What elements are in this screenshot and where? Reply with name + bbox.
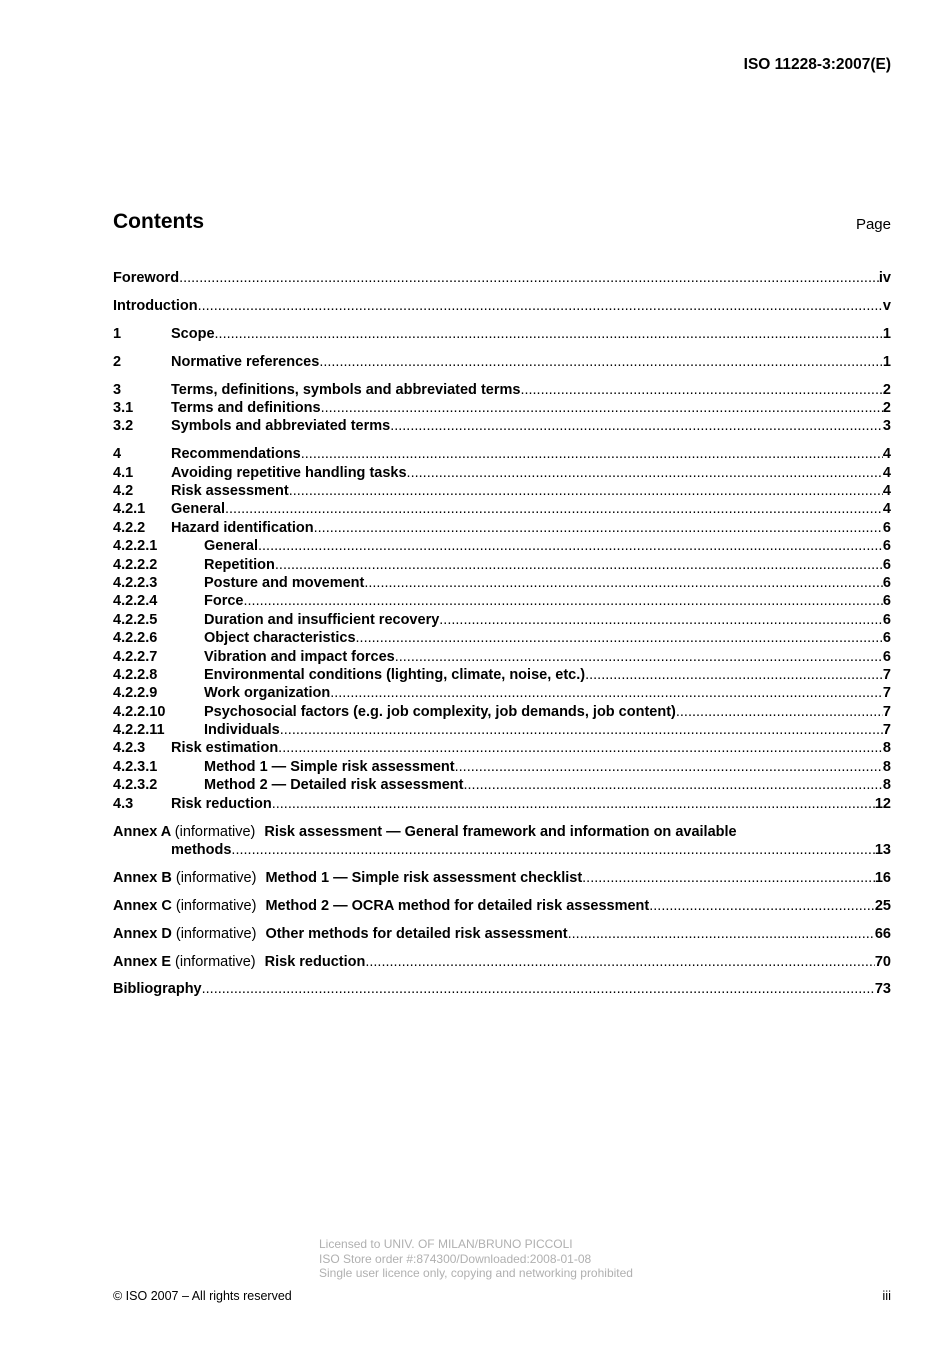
toc-entry-scope[interactable] <box>113 325 891 343</box>
toc-number: 4.2.2 <box>113 519 146 536</box>
toc-entry-foreword[interactable] <box>113 269 891 287</box>
table-of-contents <box>113 269 891 999</box>
toc-number: 2 <box>113 353 122 370</box>
toc-title: Posture and movement <box>204 574 365 591</box>
toc-entry-3-1[interactable] <box>113 399 891 417</box>
toc-page: 25 <box>874 897 891 914</box>
toc-number: 3.2 <box>113 418 134 435</box>
toc-page: 73 <box>874 981 891 998</box>
leader-dots <box>568 925 875 943</box>
leader-dots <box>280 721 883 739</box>
toc-page: 6 <box>882 593 891 610</box>
leader-dots <box>314 519 883 537</box>
leader-dots <box>215 325 883 343</box>
toc-page: 3 <box>882 418 891 435</box>
toc-entry-annex-e[interactable] <box>113 953 891 971</box>
leader-dots <box>289 482 883 500</box>
leader-dots <box>520 381 882 399</box>
toc-title: Risk assessment — General framework and information on available <box>264 823 737 840</box>
toc-page: 66 <box>874 925 891 942</box>
toc-number: 4.2.1 <box>113 501 146 518</box>
toc-title: Other methods for detailed risk assessment <box>265 925 568 942</box>
toc-title: Method 1 — Simple risk assessment checklist <box>265 869 583 886</box>
leader-dots <box>330 684 883 702</box>
toc-page: 2 <box>882 381 891 398</box>
leader-dots <box>365 953 875 971</box>
copyright-notice: © ISO 2007 – All rights reserved <box>113 1289 292 1303</box>
toc-entry-terms[interactable] <box>113 381 891 399</box>
toc-page: 8 <box>882 777 891 794</box>
toc-number: 4.2.2.11 <box>113 722 165 739</box>
toc-number: 4.2.2.5 <box>113 611 158 628</box>
annex-label: Annex B (informative) <box>113 869 257 886</box>
toc-entry-4-2[interactable] <box>113 482 891 500</box>
leader-dots <box>272 795 875 813</box>
toc-number: 4.2.2.9 <box>113 685 158 702</box>
toc-title: Individuals <box>204 722 280 739</box>
toc-entry-4-2-2[interactable] <box>113 519 891 537</box>
leader-dots <box>278 739 883 757</box>
toc-page: 70 <box>874 953 891 970</box>
leader-dots <box>225 500 883 518</box>
leader-dots <box>244 592 883 610</box>
toc-number: 4.1 <box>113 464 134 481</box>
toc-entry-annex-c[interactable] <box>113 897 891 915</box>
toc-number: 4.2.2.8 <box>113 666 158 683</box>
toc-page: v <box>882 297 891 314</box>
toc-title: Method 2 — Detailed risk assessment <box>204 777 464 794</box>
leader-dots <box>585 666 883 684</box>
toc-number: 4.2.2.4 <box>113 593 158 610</box>
toc-entry-4-1[interactable] <box>113 464 891 482</box>
toc-page: 4 <box>882 446 891 463</box>
toc-page: 1 <box>882 325 891 342</box>
leader-dots <box>676 703 883 721</box>
toc-page: 8 <box>882 740 891 757</box>
leader-dots <box>364 574 883 592</box>
toc-title: methods <box>171 841 232 858</box>
toc-title: Symbols and abbreviated terms <box>171 418 391 435</box>
toc-page: 6 <box>882 574 891 591</box>
toc-number: 1 <box>113 325 122 342</box>
toc-number: 4.2.2.1 <box>113 538 158 555</box>
toc-page: 7 <box>882 666 891 683</box>
toc-title: Foreword <box>113 270 180 286</box>
toc-entry-4-2-2-1[interactable] <box>113 537 891 555</box>
toc-entry-annex-a[interactable] <box>113 823 891 841</box>
toc-entry-4-2-2-4[interactable] <box>113 592 891 610</box>
toc-title: Recommendations <box>171 446 301 463</box>
toc-page: 4 <box>882 501 891 518</box>
toc-page: 13 <box>874 841 891 858</box>
toc-title: Terms and definitions <box>171 399 321 416</box>
leader-dots <box>439 611 883 629</box>
leader-dots <box>275 556 883 574</box>
toc-page: 6 <box>882 630 891 647</box>
toc-title: Vibration and impact forces <box>204 648 395 665</box>
watermark-line: Licensed to UNIV. OF MILAN/BRUNO PICCOLI <box>319 1237 573 1251</box>
toc-entry-4-2-2-10[interactable] <box>113 703 891 721</box>
leader-dots <box>464 776 883 794</box>
toc-page: 6 <box>882 519 891 536</box>
leader-dots <box>231 841 874 859</box>
toc-title: Scope <box>171 325 215 342</box>
toc-entry-4-2-2-9[interactable] <box>113 684 891 702</box>
leader-dots <box>198 297 883 315</box>
toc-title: Bibliography <box>113 981 202 998</box>
toc-entry-bibliography[interactable] <box>113 980 891 998</box>
toc-title: Avoiding repetitive handling tasks <box>171 464 407 481</box>
toc-page: iv <box>878 270 891 286</box>
toc-entry-4-2-2-5[interactable] <box>113 611 891 629</box>
toc-number: 3 <box>113 381 122 398</box>
toc-entry-4-2-2-2[interactable] <box>113 556 891 574</box>
leader-dots <box>356 629 883 647</box>
toc-number: 4.2.3.1 <box>113 758 158 775</box>
leader-dots <box>202 980 875 998</box>
toc-entry-normative-references[interactable] <box>113 353 891 371</box>
toc-page: 7 <box>882 703 891 720</box>
leader-dots <box>395 648 883 666</box>
toc-entry-3-2[interactable] <box>113 417 891 435</box>
leader-dots <box>319 353 883 371</box>
toc-title: Repetition <box>204 556 275 573</box>
leader-dots <box>258 537 883 555</box>
toc-entry-4-2-3-2[interactable] <box>113 776 891 794</box>
toc-page: 7 <box>882 722 891 739</box>
toc-number: 4.2.2.6 <box>113 630 158 647</box>
toc-entry-4-2-1[interactable] <box>113 500 891 518</box>
toc-number: 3.1 <box>113 399 134 416</box>
toc-page: 1 <box>882 353 891 370</box>
toc-entry-4-2-2-11[interactable] <box>113 721 891 739</box>
leader-dots <box>582 869 875 887</box>
toc-title: Risk assessment <box>171 483 289 500</box>
toc-entry-4-2-2-6[interactable] <box>113 629 891 647</box>
toc-title: Force <box>204 593 244 610</box>
toc-title: Psychosocial factors (e.g. job complexity, job demands, job content) <box>204 703 676 720</box>
toc-page: 6 <box>882 538 891 555</box>
leader-dots <box>179 269 879 287</box>
toc-number: 4.2 <box>113 483 134 500</box>
toc-number: 4.2.2.7 <box>113 648 158 665</box>
watermark-line: Single user licence only, copying and networking prohibited <box>319 1266 633 1280</box>
toc-page: 12 <box>874 795 891 812</box>
toc-title: General <box>171 501 225 518</box>
page-number: iii <box>882 1288 891 1303</box>
toc-title: Risk estimation <box>171 740 279 757</box>
toc-page: 8 <box>882 758 891 775</box>
toc-page: 2 <box>882 399 891 416</box>
toc-entry-4-3[interactable] <box>113 795 891 813</box>
toc-title: General <box>204 538 258 555</box>
toc-entry-4-2-2-8[interactable] <box>113 666 891 684</box>
toc-title: Work organization <box>204 685 331 702</box>
toc-page: 16 <box>874 869 891 886</box>
leader-dots <box>649 897 875 915</box>
license-watermark <box>319 1237 633 1281</box>
leader-dots <box>455 758 883 776</box>
toc-entry-4-2-2-3[interactable] <box>113 574 891 592</box>
toc-title: Normative references <box>171 353 320 370</box>
toc-page: 6 <box>882 611 891 628</box>
page-column-label: Page <box>855 216 891 233</box>
toc-entry-annex-a-continued[interactable] <box>113 841 891 859</box>
annex-label: Annex E (informative) <box>113 953 256 970</box>
toc-title: Environmental conditions (lighting, climate, noise, etc.) <box>204 666 586 683</box>
page-title: Contents <box>113 210 204 233</box>
toc-title: Hazard identification <box>171 519 314 536</box>
toc-number: 4.2.2.10 <box>113 703 166 720</box>
toc-title: Method 2 — OCRA method for detailed risk assessment <box>265 897 650 914</box>
toc-page: 6 <box>882 648 891 665</box>
annex-label: Annex A (informative) <box>113 823 256 840</box>
toc-title: Risk reduction <box>264 953 366 970</box>
toc-number: 4.2.3 <box>113 740 146 757</box>
toc-entry-4-2-2-7[interactable] <box>113 648 891 666</box>
leader-dots <box>321 399 883 417</box>
toc-number: 4.3 <box>113 795 134 812</box>
toc-entry-annex-b[interactable] <box>113 869 891 887</box>
toc-title: Risk reduction <box>171 795 272 812</box>
toc-number: 4.2.3.2 <box>113 777 158 794</box>
leader-dots <box>301 445 883 463</box>
toc-number: 4.2.2.3 <box>113 574 158 591</box>
toc-page: 4 <box>882 483 891 500</box>
toc-page: 4 <box>882 464 891 481</box>
toc-title: Object characteristics <box>204 630 356 647</box>
toc-page: 6 <box>882 556 891 573</box>
toc-entry-4-2-3-1[interactable] <box>113 758 891 776</box>
annex-label: Annex C (informative) <box>113 897 257 914</box>
toc-title: Terms, definitions, symbols and abbreviated terms <box>171 381 521 398</box>
watermark-line: ISO Store order #:874300/Downloaded:2008-01-08 <box>319 1251 592 1266</box>
toc-entry-annex-d[interactable] <box>113 925 891 943</box>
leader-dots <box>407 464 883 482</box>
leader-dots <box>390 417 883 435</box>
toc-page: 7 <box>882 685 891 702</box>
toc-number: 4.2.2.2 <box>113 556 158 573</box>
toc-title: Duration and insufficient recovery <box>204 611 440 628</box>
toc-number: 4 <box>113 446 122 463</box>
toc-title: Introduction <box>113 297 198 314</box>
annex-label: Annex D (informative) <box>113 925 257 942</box>
toc-entry-4-2-3[interactable] <box>113 739 891 757</box>
toc-title: Method 1 — Simple risk assessment <box>204 758 455 775</box>
toc-entry-recommendations[interactable] <box>113 445 891 463</box>
document-id: ISO 11228-3:2007(E) <box>743 56 891 73</box>
toc-entry-introduction[interactable] <box>113 297 891 315</box>
